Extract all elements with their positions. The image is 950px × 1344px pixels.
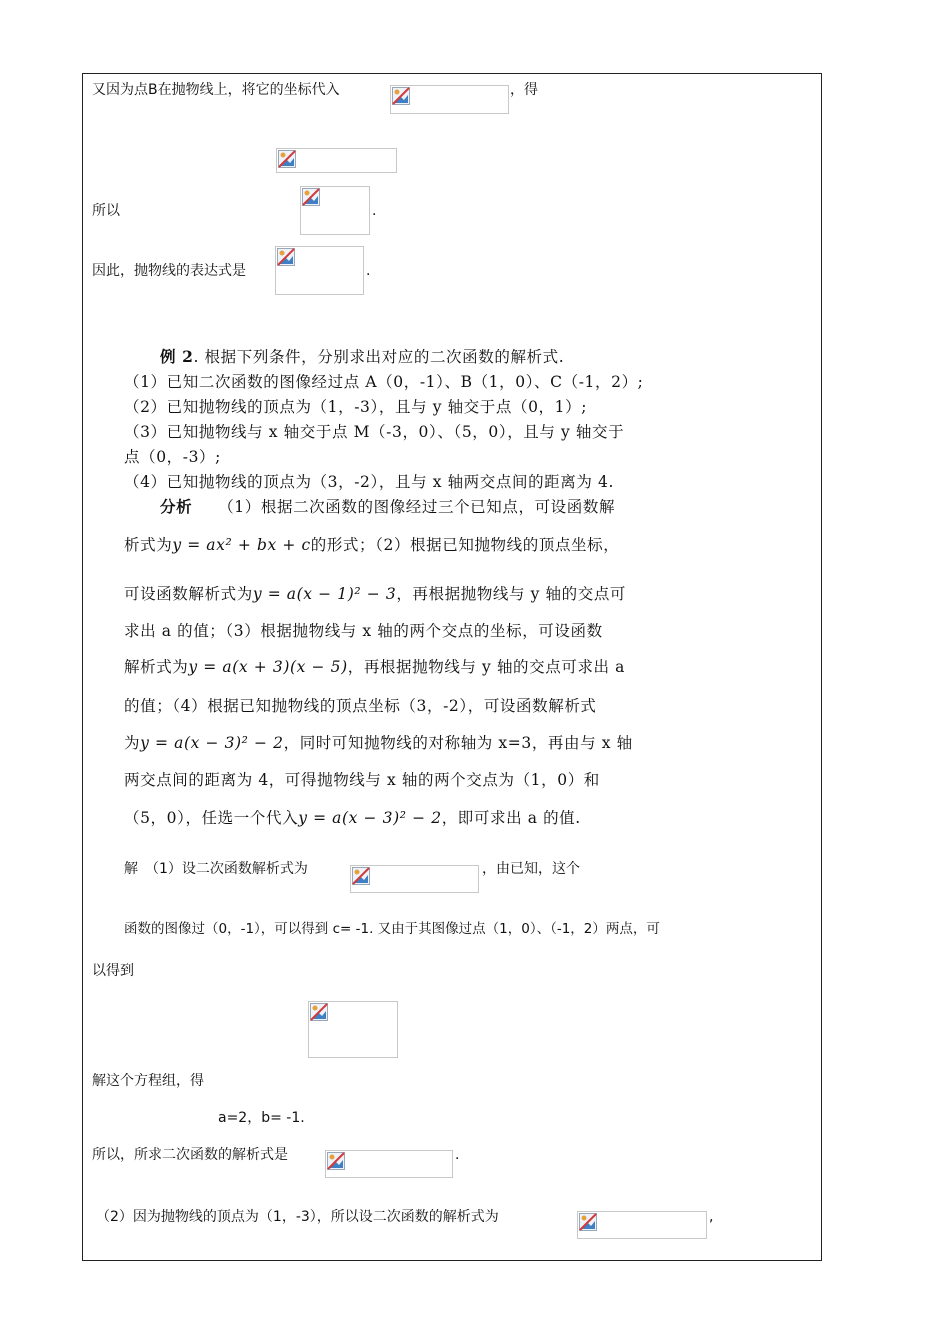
formula: y = a(x + 3)(x − 5) xyxy=(188,658,348,676)
broken-image-icon xyxy=(352,867,370,885)
formula: y = a(x − 3)² − 2 xyxy=(140,734,284,752)
condition-4: （4）已知抛物线的顶点为（3，-2），且与 x 轴两交点间的距离为 4. xyxy=(124,473,614,491)
condition-3: （3）已知抛物线与 x 轴交于点 M（-3，0）、（5，0），且与 y 轴交于 xyxy=(124,423,625,441)
formula-image xyxy=(390,85,509,114)
formula-image xyxy=(275,246,364,295)
solution-line: （2）因为抛物线的顶点为（1，-3），所以设二次函数的解析式为 xyxy=(96,1209,499,1225)
example-intro: . 根据下列条件，分别求出对应的二次函数的解析式. xyxy=(193,348,565,366)
text-line: ，得 xyxy=(510,82,538,98)
broken-image-icon xyxy=(327,1152,345,1170)
text-line: . xyxy=(366,263,371,279)
analysis-line: 分析 （1）根据二次函数的图像经过三个已知点，可设函数解 xyxy=(160,497,616,516)
solution-line: 以得到 xyxy=(92,963,134,979)
solution-line: 解这个方程组，得 xyxy=(92,1073,204,1089)
text-line: 因此，抛物线的表达式是 xyxy=(92,263,246,279)
formula-image xyxy=(300,186,370,235)
text-line: 又因为点B在抛物线上，将它的坐标代入 xyxy=(92,82,340,98)
broken-image-icon xyxy=(392,87,410,105)
solution-line: 解 （1）设二次函数解析式为 xyxy=(124,861,308,877)
analysis-line: 求出 a 的值；（3）根据抛物线与 x 轴的两个交点的坐标，可设函数 xyxy=(124,622,603,640)
analysis-line: 的值；（4）根据已知抛物线的顶点坐标（3，-2），可设函数解析式 xyxy=(124,697,597,715)
analysis-line: 可设函数解析式为y = a(x − 1)² − 3，再根据抛物线与 y 轴的交点可 xyxy=(124,585,627,603)
analysis-line: 解析式为y = a(x + 3)(x − 5)，再根据抛物线与 y 轴的交点可求出 a xyxy=(124,658,626,676)
text-line: 所以 xyxy=(92,203,120,219)
formula-image xyxy=(350,865,479,893)
solution-line: . xyxy=(455,1147,460,1163)
condition-2: （2）已知抛物线的顶点为（1，-3），且与 y 轴交于点（0，1）; xyxy=(124,398,588,416)
broken-image-icon xyxy=(277,248,295,266)
formula-image xyxy=(276,148,397,173)
analysis-line: 为y = a(x − 3)² − 2，同时可知抛物线的对称轴为 x=3，再由与 x 轴 xyxy=(124,734,633,752)
analysis-line: （5，0），任选一个代入y = a(x − 3)² − 2，即可求出 a 的值. xyxy=(124,809,581,827)
text-line: . xyxy=(372,203,377,219)
formula-image xyxy=(577,1211,707,1239)
example-heading xyxy=(160,347,564,367)
formula: y = a(x − 1)² − 3 xyxy=(252,585,397,603)
solution-line: 函数的图像过（0，-1），可以得到 c= -1. 又由于其图像过点（1，0）、（-1，2）两点，可 xyxy=(124,921,660,937)
condition-3-cont: 点（0，-3）; xyxy=(124,448,221,466)
analysis-line: 析式为y = ax² + bx + c的形式；（2）根据已知抛物线的顶点坐标， xyxy=(124,536,620,554)
solution-line: a=2，b= -1. xyxy=(218,1110,305,1126)
condition-1: （1）已知二次函数的图像经过点 A（0，-1）、B（1，0）、C（-1，2）; xyxy=(124,373,644,391)
solution-line: ，由已知，这个 xyxy=(482,861,580,877)
formula: y = ax² + bx + c xyxy=(172,536,311,554)
analysis-line: 两交点间的距离为 4，可得抛物线与 x 轴的两个交点为（1，0）和 xyxy=(124,771,600,789)
broken-image-icon xyxy=(310,1003,328,1021)
formula: y = a(x − 3)² − 2 xyxy=(298,809,442,827)
example-label: 例 2 xyxy=(160,347,194,366)
solution-line: 所以，所求二次函数的解析式是 xyxy=(92,1147,288,1163)
formula-image xyxy=(325,1150,453,1178)
analysis-label: 分析 xyxy=(160,497,193,516)
solution-line: , xyxy=(709,1209,714,1225)
broken-image-icon xyxy=(579,1213,597,1231)
broken-image-icon xyxy=(302,188,320,206)
broken-image-icon xyxy=(278,150,296,168)
formula-image xyxy=(308,1001,398,1058)
